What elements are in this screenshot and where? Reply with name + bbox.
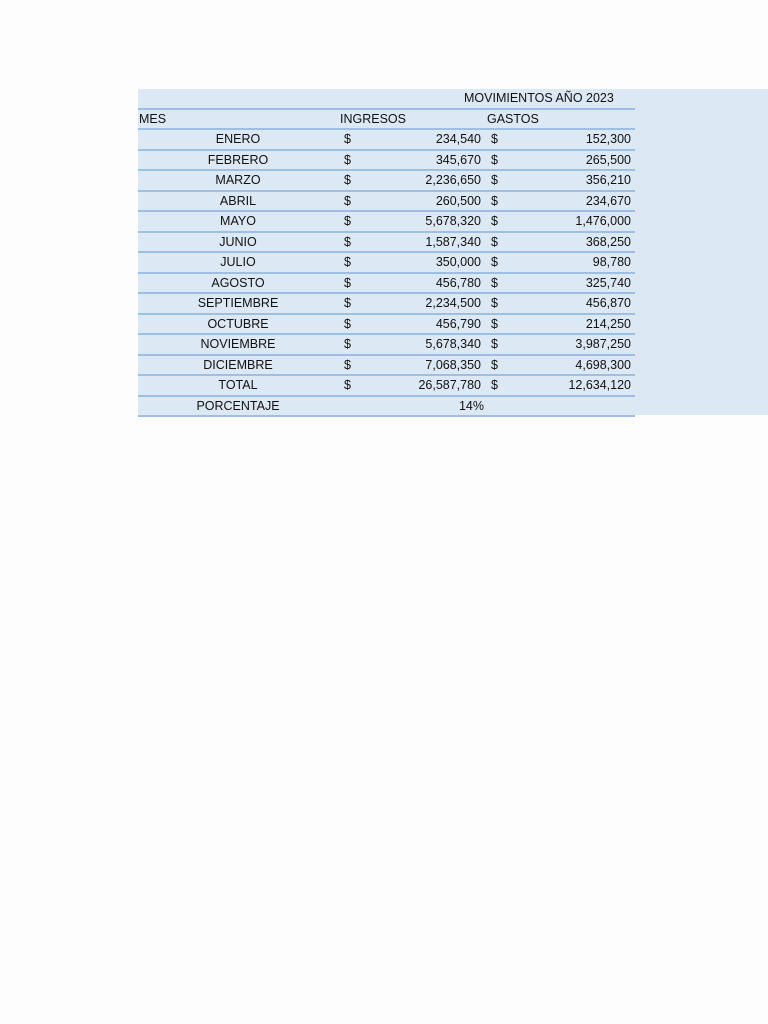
currency-symbol: $ [491,173,498,187]
gastos-cell: 152,300 [585,132,631,146]
gastos-cell: 368,250 [585,234,631,249]
sheet-title: MOVIMIENTOS AÑO 2023 [464,91,614,105]
currency-symbol: $ [344,214,351,228]
table-row [138,315,635,336]
currency-symbol: $ [491,316,498,331]
gastos-cell: 356,210 [585,173,631,187]
currency-symbol: $ [491,214,498,228]
table-row [138,356,635,377]
ingresos-cell: 234,540 [435,132,481,146]
header-ingresos: INGRESOS [340,111,406,126]
currency-symbol: $ [491,378,498,392]
currency-symbol: $ [491,337,498,351]
ingresos-cell: 2,236,650 [425,173,481,187]
month-cell: SEPTIEMBRE [197,296,279,310]
currency-symbol: $ [344,255,351,269]
month-cell: OCTUBRE [207,316,269,331]
title-row [138,89,635,110]
currency-symbol: $ [344,316,351,331]
total-gastos: 12,634,120 [568,378,631,392]
table-row [138,212,635,233]
table-row [138,130,635,151]
table-row [138,171,635,192]
ingresos-cell: 2,234,500 [425,296,481,310]
gastos-cell: 1,476,000 [575,214,631,228]
table-row [138,253,635,274]
table-row [138,233,635,254]
currency-symbol: $ [491,275,498,290]
currency-symbol: $ [344,132,351,146]
movements-table [138,89,635,417]
month-cell: ENERO [215,132,261,146]
month-cell: MAYO [220,214,256,228]
currency-symbol: $ [344,378,351,392]
month-cell: ABRIL [219,193,257,208]
gastos-cell: 3,987,250 [575,337,631,351]
currency-symbol: $ [344,296,351,310]
ingresos-cell: 345,670 [435,152,481,167]
ingresos-cell: 7,068,350 [425,357,481,372]
currency-symbol: $ [344,193,351,208]
ingresos-cell: 5,678,320 [425,214,481,228]
table-row [138,294,635,315]
ingresos-cell: 260,500 [435,193,481,208]
currency-symbol: $ [344,357,351,372]
currency-symbol: $ [491,152,498,167]
table-row [138,274,635,295]
gastos-cell: 234,670 [585,193,631,208]
header-mes: MES [139,111,167,126]
table-row [138,192,635,213]
total-label: TOTAL [218,378,258,392]
month-cell: JUNIO [219,234,257,249]
percentage-label: PORCENTAJE [196,398,280,413]
ingresos-cell: 5,678,340 [425,337,481,351]
month-cell: AGOSTO [211,275,265,290]
currency-symbol: $ [491,193,498,208]
currency-symbol: $ [344,337,351,351]
header-row [138,110,635,131]
ingresos-cell: 456,790 [435,316,481,331]
month-cell: MARZO [215,173,261,187]
table-row [138,151,635,172]
table-row [138,335,635,356]
ingresos-cell: 456,780 [435,275,481,290]
percentage-row [138,397,635,418]
currency-symbol: $ [344,275,351,290]
month-cell: DICIEMBRE [203,357,273,372]
currency-symbol: $ [491,132,498,146]
currency-symbol: $ [344,173,351,187]
gastos-cell: 265,500 [585,152,631,167]
ingresos-cell: 350,000 [435,255,481,269]
ingresos-cell: 1,587,340 [425,234,481,249]
total-ingresos: 26,587,780 [418,378,481,392]
month-cell: NOVIEMBRE [200,337,276,351]
gastos-cell: 214,250 [585,316,631,331]
currency-symbol: $ [491,234,498,249]
currency-symbol: $ [491,255,498,269]
currency-symbol: $ [344,152,351,167]
gastos-cell: 98,780 [592,255,631,269]
gastos-cell: 325,740 [585,275,631,290]
currency-symbol: $ [491,296,498,310]
gastos-cell: 456,870 [585,296,631,310]
month-cell: FEBRERO [207,152,269,167]
total-row [138,376,635,397]
currency-symbol: $ [344,234,351,249]
header-gastos: GASTOS [487,111,539,126]
month-cell: JULIO [220,255,256,269]
percentage-value: 14% [458,398,484,413]
gastos-cell: 4,698,300 [575,357,631,372]
currency-symbol: $ [491,357,498,372]
